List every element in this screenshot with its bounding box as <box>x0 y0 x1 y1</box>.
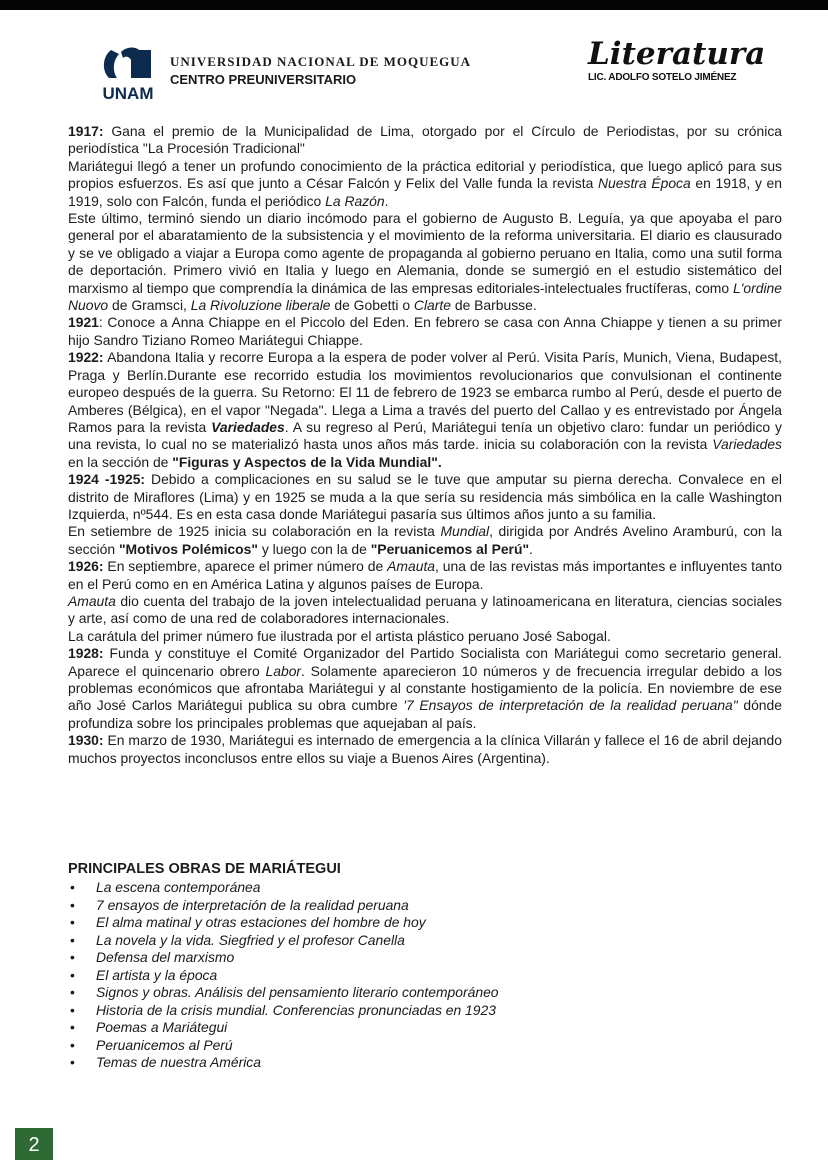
paragraph <box>68 645 782 732</box>
text-run: de Gobetti o <box>330 297 414 314</box>
italic-text: Labor <box>265 662 302 679</box>
work-title: 7 ensayos de interpretación de la realidad peruana <box>96 896 409 913</box>
work-title: El artista y la época <box>96 966 218 983</box>
text-run: . <box>529 540 533 557</box>
list-item <box>68 1002 782 1020</box>
text-run: , una de las revistas más importantes e influyentes tanto en el Perú como en en América Latina y algunos países de Europa. <box>68 558 782 592</box>
bullet-icon: • <box>70 1036 75 1053</box>
works-list <box>68 879 782 1072</box>
document-header <box>0 36 828 110</box>
works-section <box>68 861 782 1072</box>
bullet-icon: • <box>70 984 75 1000</box>
work-title: Historia de la crisis mundial. Conferencias pronunciadas en 1923 <box>96 1001 496 1018</box>
italic-text: Amauta <box>387 558 436 575</box>
text-run: Debido a complicaciones en su salud se le tuve que amputar su pierna derecha. Convalece en el distrito de Miraflores (Lima) y en 1925 se muda a la que sería su residencia más simbólica en la calle Washington Izquierda, nº544. Es en esta casa donde Mariátegui pasaría sus últimos años junto a su familia. <box>68 471 782 522</box>
text-run: en 1918, y en 1919, solo con Falcón, funda el periódico <box>68 175 783 209</box>
text-run: En marzo de 1930, Mariátegui es internado de emergencia a la clínica Villarán y fallece el 16 de abril dejando muchos proyectos inconclusos entre ellos su viaje a Buenos Aires (Argentina). <box>68 732 782 766</box>
bullet-icon: • <box>70 896 75 913</box>
text-run: La carátula del primer número fue ilustrada por el artista plástico peruano José Sabogal. <box>68 627 611 644</box>
text-run: de Barbusse. <box>450 297 537 314</box>
italic-text: Variedades <box>712 436 782 453</box>
italic-text: La Rivoluzione liberale <box>190 297 331 314</box>
text-run: en la sección de <box>68 453 173 470</box>
paragraph <box>68 210 782 314</box>
text-run: Funda y constituye el Comité Organizador del Partido Socialista con Mariátegui como secretario general. Aparece el quincenario obrero <box>68 645 782 679</box>
paragraph <box>68 314 782 349</box>
bold-text: 1926: <box>68 558 104 575</box>
top-edge-bar <box>0 0 828 10</box>
page-number-badge: 2 <box>15 1128 53 1160</box>
italic-text: L'ordine Nuovo <box>68 279 782 314</box>
university-logo <box>97 44 159 102</box>
italic-text: Amauta <box>68 592 116 609</box>
text-run: , dirigida por Andrés Avelino Aramburú, con la sección <box>68 523 782 557</box>
italic-text: Nuestra Época <box>598 175 691 192</box>
paragraph <box>68 158 782 210</box>
bold-text: 1922: <box>68 349 104 366</box>
bold-text: 1921 <box>68 314 99 331</box>
paragraph <box>68 123 782 158</box>
bold-text: "Peruanicemos al Perú" <box>370 540 530 557</box>
paragraph <box>68 471 782 523</box>
text-run: En septiembre, aparece el primer número de <box>103 558 388 575</box>
text-run: : Conoce a Anna Chiappe en el Piccolo del Eden. En febrero se casa con Anna Chiappe y tienen a su primer hijo Sandro Tiziano Romeo Mariátegui Chiappe. <box>68 314 782 348</box>
text-run: de Gramsci, <box>108 297 191 314</box>
biography-text <box>68 123 782 767</box>
work-title: La novela y la vida. Siegfried y el profesor Canella <box>96 931 405 948</box>
text-run: Abandona Italia y recorre Europa a la espera de poder volver al Perú. Visita París, Munich, Viena, Budapest, Praga y Berlín.Durante ese recorrido estudia los movimientos revolucionarios que convulsionan el continente europeo después de la guerra. Su Retorno: El 11 de febrero de 1923 se embarca rumbo al Perú, desde el puerto de Amberes (Bélgica), en el vapor "Negada". Llega a Lima a través del puerto del Callao y es entrevistado por Ángela Ramos para la revista <box>68 349 782 435</box>
bullet-icon: • <box>70 1001 75 1018</box>
university-name: UNIVERSIDAD NACIONAL DE MOQUEGUA <box>170 54 472 69</box>
list-item <box>68 1037 782 1055</box>
paragraph <box>68 523 782 558</box>
works-heading: PRINCIPALES OBRAS DE MARIÁTEGUI <box>68 861 341 877</box>
list-item <box>68 897 782 915</box>
text-run: . <box>384 192 389 209</box>
bullet-icon: • <box>70 879 75 895</box>
bold-text: 1924 -1925: <box>68 471 146 488</box>
work-title: Temas de nuestra América <box>96 1054 261 1070</box>
bullet-icon: • <box>70 1054 75 1070</box>
work-title: El alma matinal y otras estaciones del hombre de hoy <box>96 914 426 930</box>
text-run: . A su regreso al Perú, Mariátegui tenía un objetivo claro: fundar un periódico y una revista, lo cual no se materializó hasta unos años más tarde. inicia su colaboración con la revista <box>68 418 782 453</box>
text-run: Mariátegui llegó a tener un profundo conocimiento de la práctica editorial y periodística, que luego aplicó para sus propios esfuerzos. Es así que junto a César Falcón y Felix del Valle funda la revista <box>68 157 782 192</box>
work-title: Peruanicemos al Perú <box>96 1036 233 1053</box>
italic-text: Mundial <box>440 523 490 540</box>
paragraph <box>68 593 782 628</box>
bold-text: Variedades <box>211 418 285 435</box>
list-item <box>68 949 782 967</box>
logo-text: UNAM <box>102 84 154 103</box>
paragraph <box>68 349 782 471</box>
bold-text: 1930: <box>68 732 104 749</box>
text-run: dónde profundiza sobre los principales problemas que aquejaban al país. <box>68 697 782 731</box>
list-item <box>68 879 782 897</box>
professor-name: LIC. ADOLFO SOTELO JIMÉNEZ <box>588 72 737 83</box>
subject-title: Literatura <box>588 36 766 72</box>
italic-text: '7 Ensayos de interpretación de la realidad peruana" <box>403 697 738 714</box>
italic-text: La Razón <box>325 192 385 209</box>
paragraph <box>68 732 782 767</box>
work-title: Poemas a Mariátegui <box>96 1019 228 1035</box>
work-title: La escena contemporánea <box>96 879 261 895</box>
text-run: dio cuenta del trabajo de la joven intelectualidad peruana y latinoamericana en literatura, ciencias sociales y arte, así como de una red de colaboradores internacionales. <box>68 592 782 627</box>
list-item <box>68 932 782 950</box>
list-item <box>68 1054 782 1072</box>
text-run: y luego con la de <box>257 540 371 557</box>
list-item <box>68 984 782 1002</box>
paragraph <box>68 628 782 645</box>
text-run: Gana el premio de la Municipalidad de Lima, otorgado por el Círculo de Periodistas, por su crónica periodística "La Procesión Tradicional" <box>68 123 782 157</box>
bullet-icon: • <box>70 931 75 948</box>
bold-text: "Figuras y Aspectos de la Vida Mundial". <box>172 453 442 470</box>
italic-text: Clarte <box>413 297 451 314</box>
bullet-icon: • <box>70 914 75 930</box>
list-item <box>68 914 782 932</box>
paragraph <box>68 558 782 593</box>
work-title: Defensa del marxismo <box>96 949 235 965</box>
center-name: CENTRO PREUNIVERSITARIO <box>170 72 357 87</box>
bullet-icon: • <box>70 1019 75 1035</box>
text-run: Este último, terminó siendo un diario incómodo para el gobierno de Augusto B. Leguía, ya que apoyaba el paro general por el abaratamiento de la subsistencia y el movimiento de la reforma universitaria. El diario es clausurado y se ve obligado a viajar a Europa como agente de propaganda al gobierno peruano en Italia, como una sutil forma de deportación. Primero vivió en Italia y luego en Alemania, donde se sumergió en el estudio sistemático del marxismo al tiempo que comprendía la dinámica de las empresas editoriales-intelectuales fructíferas, como <box>68 210 782 296</box>
work-title: Signos y obras. Análisis del pensamiento literario contemporáneo <box>96 984 499 1000</box>
list-item <box>68 967 782 985</box>
list-item <box>68 1019 782 1037</box>
bullet-icon: • <box>70 966 75 983</box>
bold-text: "Motivos Polémicos" <box>118 540 258 557</box>
unam-logo-mark-icon <box>97 44 159 84</box>
bold-text: 1917: <box>68 123 104 139</box>
bold-text: 1928: <box>68 645 104 662</box>
text-run: . Solamente aparecieron 10 números y de frecuencia irregular debido a los problemas económicos que afrontaba Mariátegui y al constante hostigamiento de la policía. En noviembre de ese año José Carlos Mariátegui publica su obra cumbre <box>68 662 782 714</box>
text-run: En setiembre de 1925 inicia su colaboración en la revista <box>68 523 441 540</box>
bullet-icon: • <box>70 949 75 965</box>
